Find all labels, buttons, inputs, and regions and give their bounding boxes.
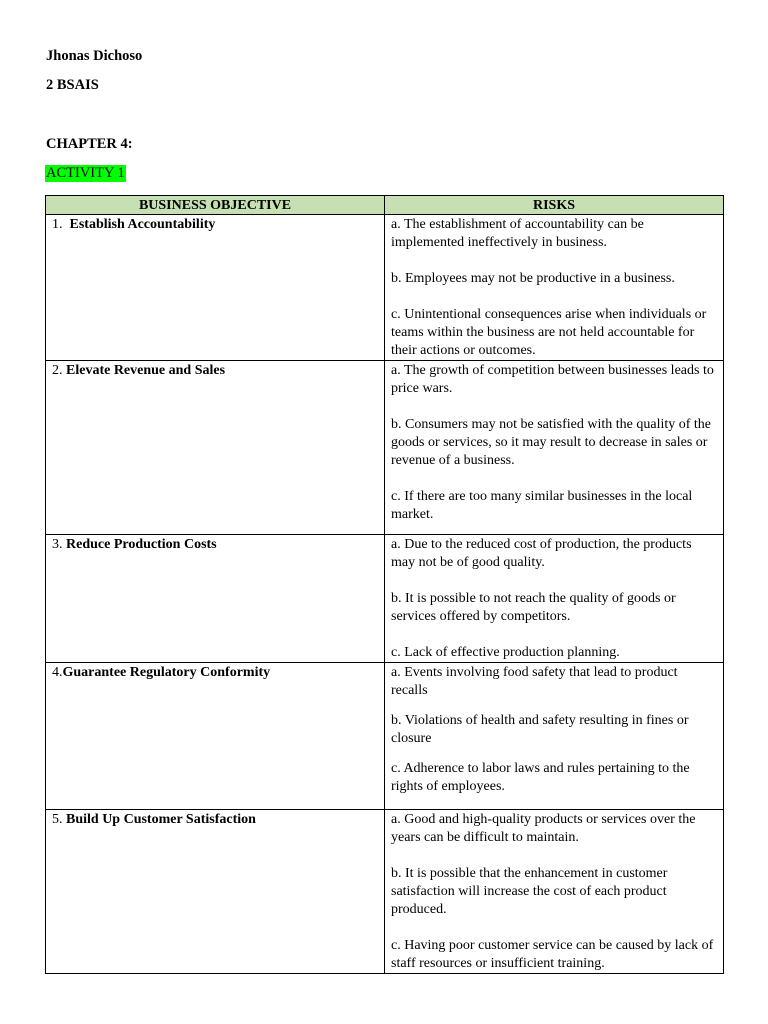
objective-name: Elevate Revenue and Sales	[66, 363, 226, 378]
objective-name: Guarantee Regulatory Conformity	[62, 665, 271, 680]
objective-name: Reduce Production Costs	[66, 537, 217, 552]
table-row	[46, 215, 724, 361]
risk-item: a. Events involving food safety that lead to product recalls	[391, 665, 678, 698]
student-name: Jhonas Dichoso	[46, 48, 143, 64]
column-header-objective: BUSINESS OBJECTIVE	[46, 196, 385, 215]
objective-cell	[46, 663, 385, 810]
column-header-risks: RISKS	[385, 196, 724, 215]
risk-item: a. The establishment of accountability can be implemented ineffectively in business.	[391, 217, 644, 250]
objective-number: 1.	[52, 217, 70, 232]
objective-cell	[46, 535, 385, 663]
objective-number: 5.	[52, 812, 66, 827]
risk-item: a. The growth of competition between businesses leads to price wars.	[391, 363, 714, 396]
course-section: 2 BSAIS	[46, 77, 99, 93]
risk-item: b. It is possible to not reach the quality of goods or services offered by competitors.	[391, 591, 676, 624]
risks-cell	[385, 215, 724, 361]
objectives-risks-table	[45, 195, 724, 974]
risk-item: b. It is possible that the enhancement in customer satisfaction will increase the cost of each product produced.	[391, 866, 668, 917]
risks-cell	[385, 663, 724, 810]
table-row	[46, 361, 724, 535]
objective-name: Establish Accountability	[69, 217, 216, 232]
objective-cell	[46, 361, 385, 535]
risks-cell	[385, 535, 724, 663]
risk-item: c. Having poor customer service can be caused by lack of staff resources or insufficient training.	[391, 938, 714, 971]
risk-item: c. If there are too many similar businesses in the local market.	[391, 489, 693, 522]
objective-number: 2.	[52, 363, 66, 378]
table-row	[46, 663, 724, 810]
objective-name: Build Up Customer Satisfaction	[66, 812, 256, 827]
objective-cell	[46, 810, 385, 974]
risk-item: b. Employees may not be productive in a business.	[391, 271, 675, 286]
chapter-heading: CHAPTER 4:	[46, 136, 133, 152]
risk-item: c. Unintentional consequences arise when individuals or teams within the business are not held accountable for their actions or outcomes.	[391, 307, 707, 358]
risks-cell	[385, 810, 724, 974]
activity-label: ACTIVITY 1	[46, 165, 125, 181]
objective-number: 4.	[52, 665, 63, 680]
risks-cell	[385, 361, 724, 535]
risk-item: c. Adherence to labor laws and rules pertaining to the rights of employees.	[391, 761, 690, 794]
objective-number: 3.	[52, 537, 66, 552]
risk-item: b. Consumers may not be satisfied with the quality of the goods or services, so it may result to decrease in sales or revenue of a business.	[391, 417, 712, 468]
table-header-row	[46, 196, 724, 215]
table-row	[46, 810, 724, 974]
table-row	[46, 535, 724, 663]
risk-item: a. Due to the reduced cost of production, the products may not be of good quality.	[391, 537, 692, 570]
risk-item: a. Good and high-quality products or services over the years can be difficult to maintain.	[391, 812, 696, 845]
objective-cell	[46, 215, 385, 361]
risk-item: c. Lack of effective production planning.	[391, 645, 620, 660]
risk-item: b. Violations of health and safety resulting in fines or closure	[391, 713, 689, 746]
